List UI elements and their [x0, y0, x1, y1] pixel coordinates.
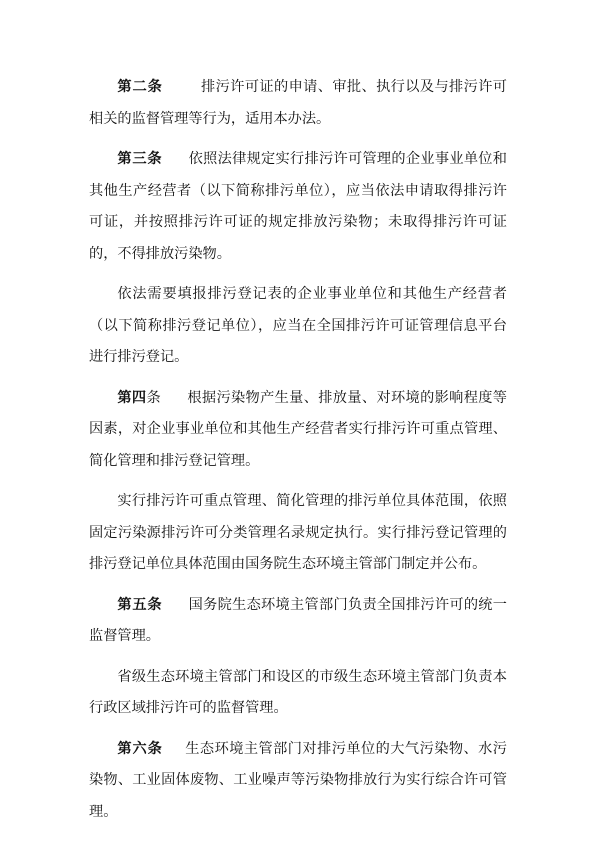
article-5-text: 国务院生态环境主管部门负责全国排污许可的统一监督管理。 [89, 596, 507, 644]
article-3-text-2: 依法需要填报排污登记表的企业事业单位和其他生产经营者（以下简称排污登记单位），应当在全国排污许可证管理信息平台进行排污登记。 [89, 286, 507, 365]
article-3-paragraph [89, 144, 507, 270]
article-4-heading-suffix: 条 [146, 389, 162, 406]
article-2-paragraph [89, 72, 507, 135]
article-4-text-2: 实行排污许可重点管理、简化管理的排污单位具体范围，依照固定污染源排污许可分类管理名录规定执行。实行排污登记管理的排污登记单位具体范围由国务院生态环境主管部门制定并公布。 [89, 493, 507, 572]
article-3-text: 依照法律规定实行排污许可管理的企业事业单位和其他生产经营者（以下简称排污单位），应当依法申请取得排污许可证，并按照排污许可证的规定排放污染物；未取得排污许可证的，不得排放污染物。 [89, 151, 507, 262]
article-4-text: 根据污染物产生量、排放量、对环境的影响程度等因素，对企业事业单位和其他生产经营者实行排污许可重点管理、简化管理和排污登记管理。 [89, 389, 507, 469]
article-5-heading: 第五条 [117, 596, 163, 613]
article-3-heading: 第三条 [117, 151, 163, 167]
article-2-text: 排污许可证的申请、审批、执行以及与排污许可相关的监督管理等行为，适用本办法。 [89, 79, 507, 127]
article-3-paragraph-2 [89, 279, 507, 374]
article-6-paragraph [89, 734, 507, 829]
article-5-paragraph-2 [89, 662, 507, 725]
document-body [89, 72, 507, 828]
article-2-heading: 第二条 [117, 79, 163, 95]
article-6-text: 生态环境主管部门对排污单位的大气污染物、水污染物、工业固体废物、工业噪声等污染物排放行为实行综合许可管理。 [89, 740, 507, 820]
article-5-text-2: 省级生态环境主管部门和设区的市级生态环境主管部门负责本行政区域排污许可的监督管理。 [89, 668, 507, 716]
article-5-paragraph [89, 590, 507, 653]
article-4-heading: 第四 [117, 389, 147, 406]
article-6-heading: 第六条 [117, 740, 163, 757]
article-4-paragraph [89, 383, 507, 478]
article-4-paragraph-2 [89, 486, 507, 581]
